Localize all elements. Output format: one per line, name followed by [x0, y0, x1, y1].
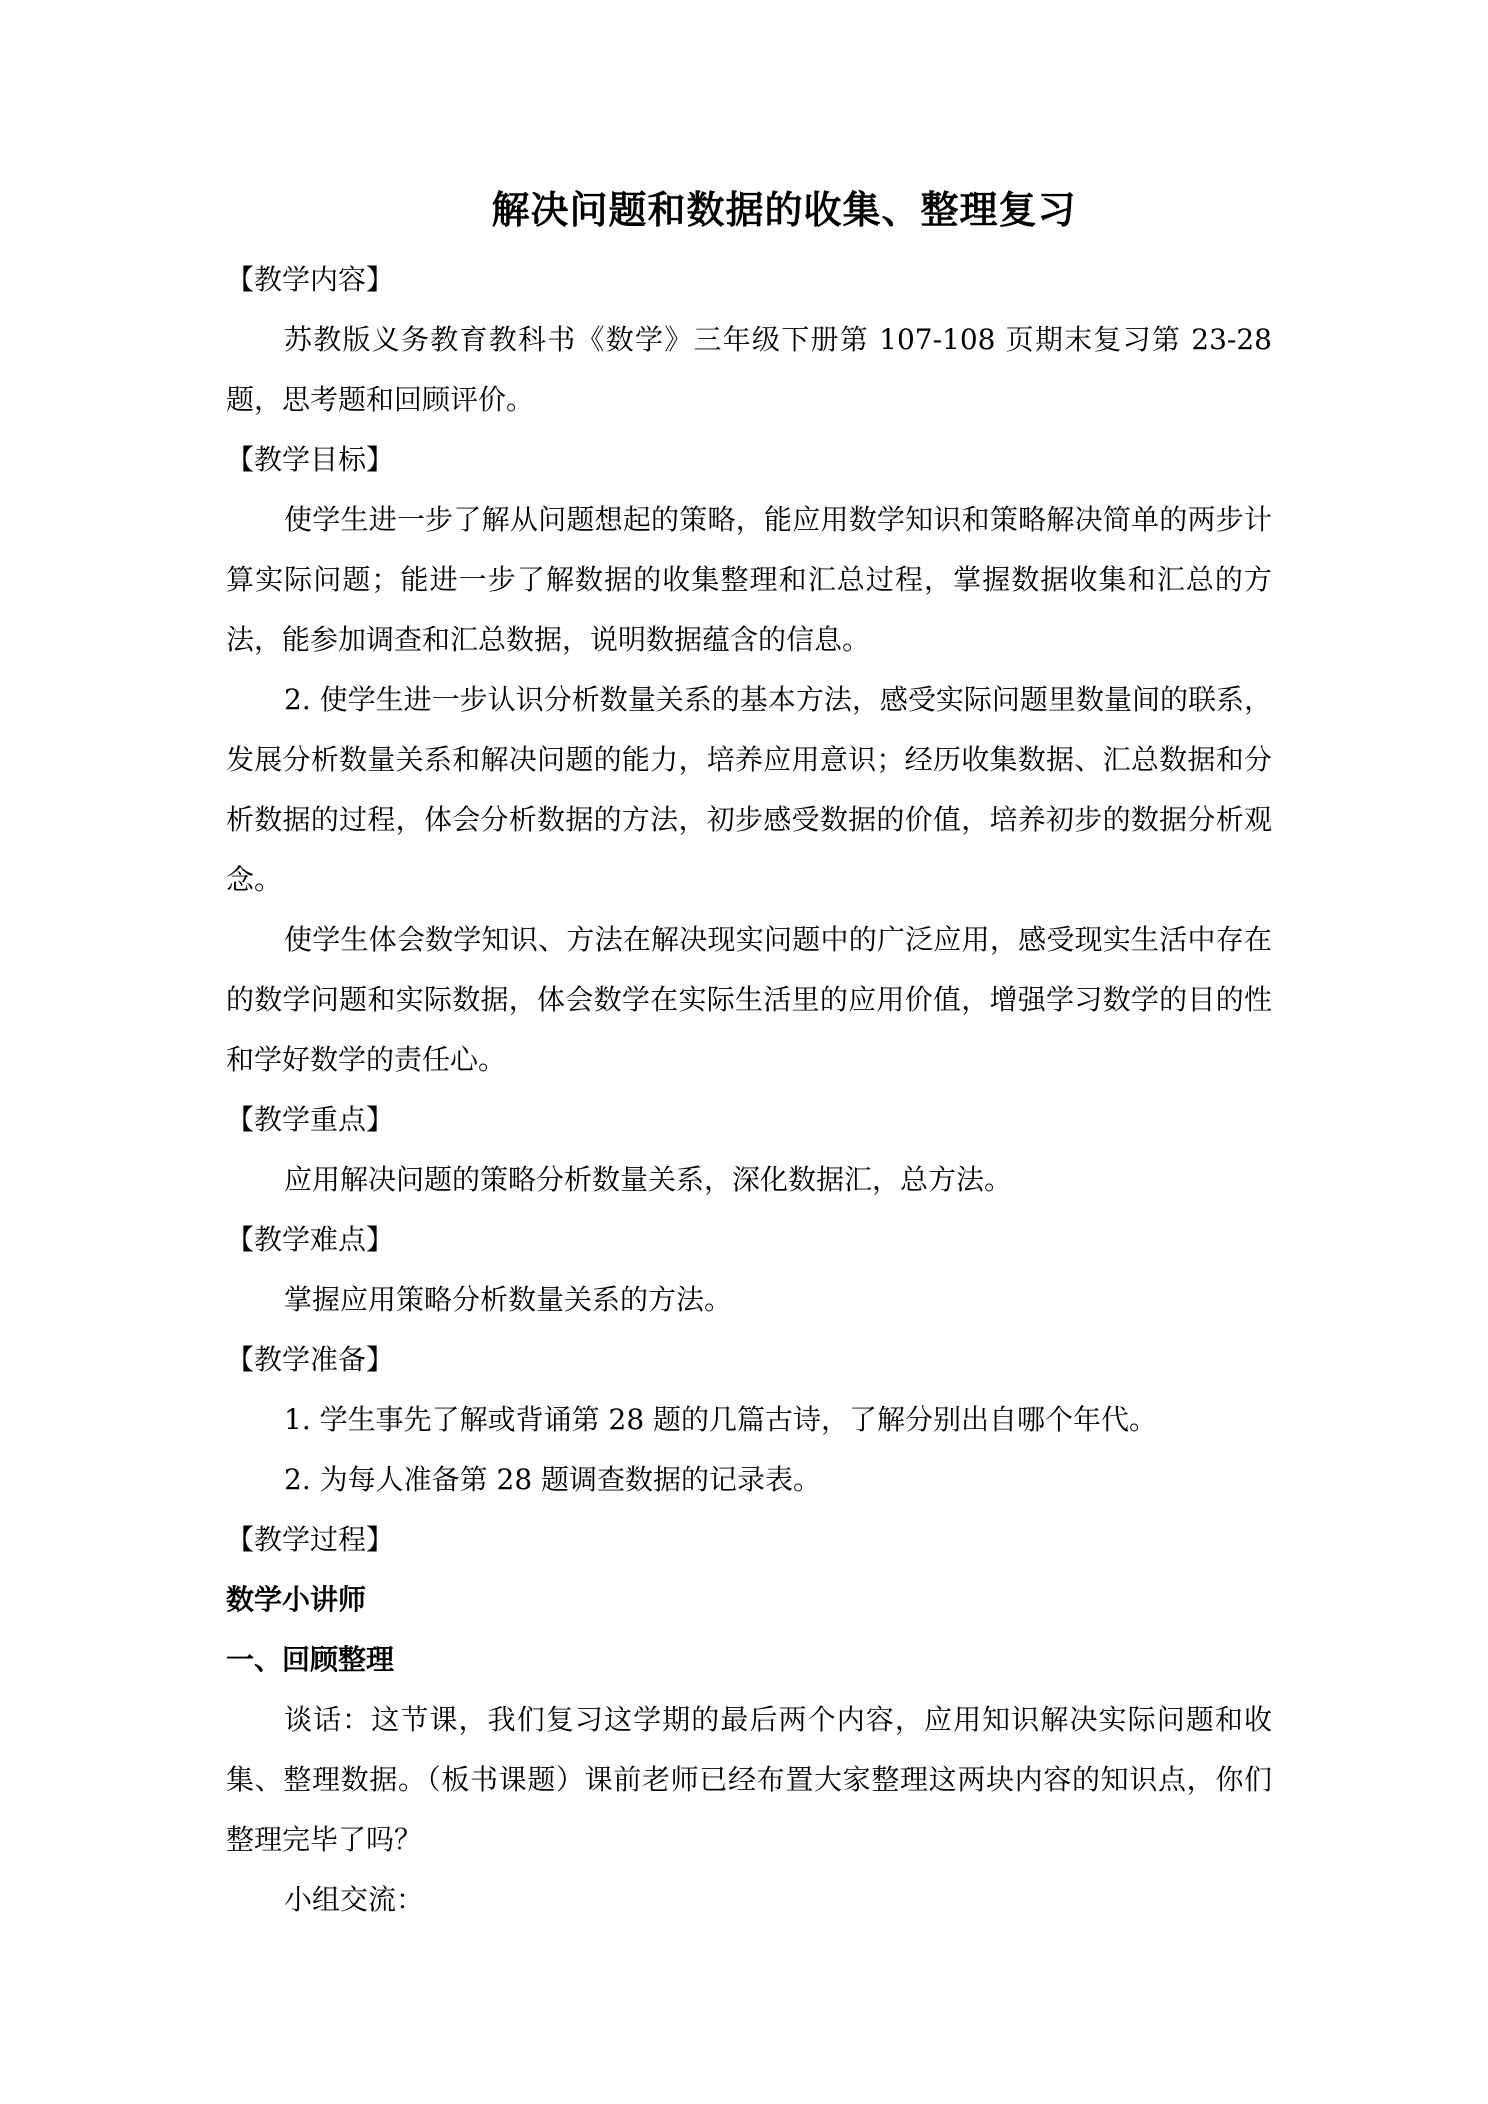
subheading-math-lecturer: 数学小讲师 — [226, 1583, 367, 1616]
paragraph-key: 应用解决问题的策略分析数量关系，深化数据汇，总方法。 — [284, 1163, 1013, 1196]
paragraph-talk: 谈话：这节课，我们复习这学期的最后两个内容，应用知识解决实际问题和收集、整理数据。（板书课题）课前老师已经布置大家整理这两块内容的知识点，你们整理完毕了吗？ — [226, 1703, 1272, 1856]
paragraph-content: 苏教版义务教育教科书《数学》三年级下册第 107-108 页期末复习第 23-28 题，思考题和回顾评价。 — [226, 323, 1272, 416]
paragraph-goal-3: 使学生体会数学知识、方法在解决现实问题中的广泛应用，感受现实生活中存在的数学问题和实际数据，体会数学在实际生活里的应用价值，增强学习数学的目的性和学好数学的责任心。 — [226, 923, 1272, 1076]
paragraph-prep-1: 1. 学生事先了解或背诵第 28 题的几篇古诗，了解分别出自哪个年代。 — [284, 1403, 1158, 1436]
section-heading-difficulty: 【教学难点】 — [226, 1223, 395, 1256]
paragraph-goal-1: 使学生进一步了解从问题想起的策略，能应用数学知识和策略解决简单的两步计算实际问题；能进一步了解数据的收集整理和汇总过程，掌握数据收集和汇总的方法，能参加调查和汇总数据，说明数据蕴含的信息。 — [226, 503, 1272, 656]
paragraph-difficulty: 掌握应用策略分析数量关系的方法。 — [284, 1283, 733, 1316]
section-heading-key: 【教学重点】 — [226, 1103, 395, 1136]
section-heading-process: 【教学过程】 — [226, 1523, 395, 1556]
section-heading-prep: 【教学准备】 — [226, 1343, 395, 1376]
section-heading-content: 【教学内容】 — [226, 263, 395, 296]
paragraph-goal-2: 2. 使学生进一步认识分析数量关系的基本方法，感受实际问题里数量间的联系，发展分析数量关系和解决问题的能力，培养应用意识；经历收集数据、汇总数据和分析数据的过程，体会分析数据的方法，初步感受数据的价值，培养初步的数据分析观念。 — [226, 683, 1272, 896]
document-title: 解决问题和数据的收集、整理复习 — [491, 187, 1077, 232]
paragraph-group: 小组交流： — [284, 1883, 425, 1916]
section-heading-goals: 【教学目标】 — [226, 443, 395, 476]
paragraph-prep-2: 2. 为每人准备第 28 题调查数据的记录表。 — [284, 1463, 822, 1496]
document-body — [226, 250, 1272, 1930]
subheading-review: 一、回顾整理 — [226, 1643, 395, 1676]
